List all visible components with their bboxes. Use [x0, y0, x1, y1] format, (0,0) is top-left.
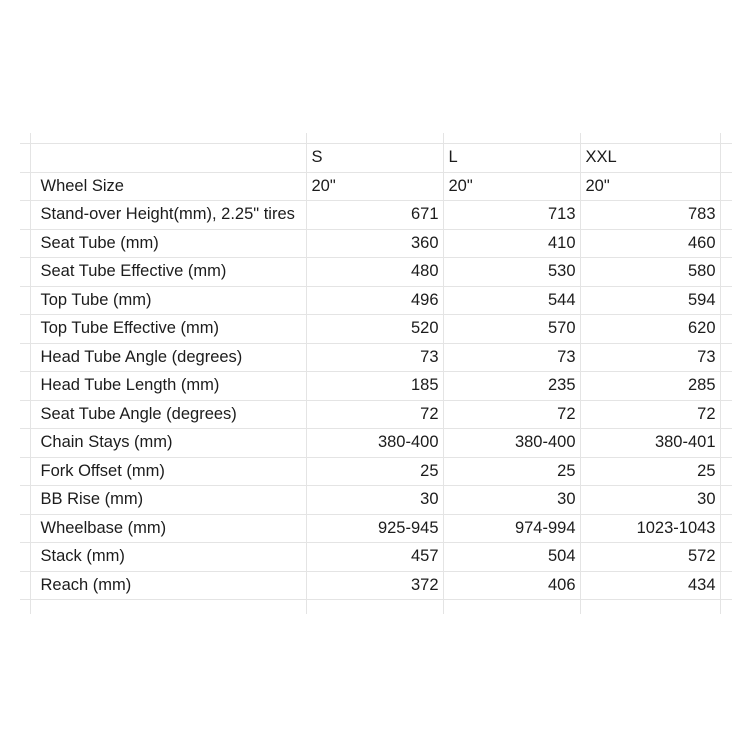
value-cell: 73 — [443, 343, 580, 372]
cell-blank — [720, 514, 732, 543]
cell-blank — [20, 571, 30, 600]
cell-blank — [720, 258, 732, 287]
cell-blank — [20, 600, 30, 615]
value-cell: 410 — [443, 229, 580, 258]
value-cell: 925-945 — [306, 514, 443, 543]
cell-blank — [720, 486, 732, 515]
table-row — [20, 258, 732, 287]
table-row — [20, 172, 732, 201]
value-cell: 1023-1043 — [580, 514, 720, 543]
value-cell: 30 — [306, 486, 443, 515]
row-label: Seat Tube Effective (mm) — [30, 258, 306, 287]
value-cell: 20" — [443, 172, 580, 201]
cell-blank — [20, 286, 30, 315]
cell-blank — [20, 172, 30, 201]
value-cell: 25 — [580, 457, 720, 486]
header-row — [20, 144, 732, 173]
cell-blank — [720, 144, 732, 173]
row-label: Stand-over Height(mm), 2.25" tires — [30, 201, 306, 230]
cell-blank — [20, 133, 30, 144]
table-row — [20, 229, 732, 258]
cell-blank — [20, 400, 30, 429]
value-cell: 380-400 — [306, 429, 443, 458]
row-label: Reach (mm) — [30, 571, 306, 600]
cell-blank — [720, 543, 732, 572]
value-cell: 434 — [580, 571, 720, 600]
row-label: Wheel Size — [30, 172, 306, 201]
cell-blank — [20, 457, 30, 486]
table-row — [20, 486, 732, 515]
value-cell: 713 — [443, 201, 580, 230]
row-label: Head Tube Length (mm) — [30, 372, 306, 401]
table-row — [20, 457, 732, 486]
table-row — [20, 571, 732, 600]
value-cell: 570 — [443, 315, 580, 344]
value-cell: 572 — [580, 543, 720, 572]
value-cell: 380-401 — [580, 429, 720, 458]
header-cell-size-xxl: XXL — [580, 144, 720, 173]
header-cell-size-s: S — [306, 144, 443, 173]
value-cell: 620 — [580, 315, 720, 344]
cell-blank — [720, 343, 732, 372]
value-cell: 185 — [306, 372, 443, 401]
cell-blank — [20, 486, 30, 515]
value-cell: 235 — [443, 372, 580, 401]
cell-blank — [720, 172, 732, 201]
cell-blank — [720, 429, 732, 458]
header-cell-corner — [30, 144, 306, 173]
table-row — [20, 201, 732, 230]
cell-blank — [20, 429, 30, 458]
row-label: Head Tube Angle (degrees) — [30, 343, 306, 372]
table-row — [20, 372, 732, 401]
value-cell: 544 — [443, 286, 580, 315]
row-label: Chain Stays (mm) — [30, 429, 306, 458]
value-cell: 285 — [580, 372, 720, 401]
value-cell: 496 — [306, 286, 443, 315]
value-cell: 530 — [443, 258, 580, 287]
cell-blank — [443, 133, 580, 144]
cell-blank — [720, 315, 732, 344]
value-cell: 73 — [580, 343, 720, 372]
table-row — [20, 343, 732, 372]
cell-blank — [720, 201, 732, 230]
value-cell: 72 — [443, 400, 580, 429]
value-cell: 974-994 — [443, 514, 580, 543]
cell-blank — [720, 400, 732, 429]
cell-blank — [580, 600, 720, 615]
cell-blank — [720, 229, 732, 258]
row-label: Top Tube (mm) — [30, 286, 306, 315]
value-cell: 520 — [306, 315, 443, 344]
value-cell: 460 — [580, 229, 720, 258]
table-row — [20, 286, 732, 315]
top-spacer-row — [20, 133, 732, 144]
cell-blank — [720, 372, 732, 401]
geometry-sheet — [20, 133, 732, 611]
row-label: BB Rise (mm) — [30, 486, 306, 515]
value-cell: 372 — [306, 571, 443, 600]
value-cell: 594 — [580, 286, 720, 315]
table-row — [20, 514, 732, 543]
value-cell: 480 — [306, 258, 443, 287]
cell-blank — [720, 600, 732, 615]
value-cell: 73 — [306, 343, 443, 372]
row-label: Seat Tube Angle (degrees) — [30, 400, 306, 429]
value-cell: 20" — [306, 172, 443, 201]
cell-blank — [306, 600, 443, 615]
cell-blank — [720, 571, 732, 600]
cell-blank — [720, 286, 732, 315]
cell-blank — [443, 600, 580, 615]
value-cell: 360 — [306, 229, 443, 258]
row-label: Seat Tube (mm) — [30, 229, 306, 258]
table-row — [20, 543, 732, 572]
value-cell: 25 — [443, 457, 580, 486]
cell-blank — [20, 372, 30, 401]
cell-blank — [306, 133, 443, 144]
value-cell: 457 — [306, 543, 443, 572]
value-cell: 406 — [443, 571, 580, 600]
cell-blank — [20, 543, 30, 572]
value-cell: 30 — [443, 486, 580, 515]
value-cell: 783 — [580, 201, 720, 230]
value-cell: 30 — [580, 486, 720, 515]
cell-blank — [580, 133, 720, 144]
value-cell: 72 — [580, 400, 720, 429]
value-cell: 380-400 — [443, 429, 580, 458]
cell-blank — [720, 133, 732, 144]
cell-blank — [20, 514, 30, 543]
value-cell: 580 — [580, 258, 720, 287]
value-cell: 25 — [306, 457, 443, 486]
cell-blank — [20, 315, 30, 344]
table-row — [20, 400, 732, 429]
value-cell: 671 — [306, 201, 443, 230]
geometry-table-body — [20, 133, 732, 614]
cell-blank — [20, 258, 30, 287]
cell-blank — [20, 229, 30, 258]
row-label: Fork Offset (mm) — [30, 457, 306, 486]
cell-blank — [20, 144, 30, 173]
table-row — [20, 315, 732, 344]
value-cell: 504 — [443, 543, 580, 572]
value-cell: 20" — [580, 172, 720, 201]
value-cell: 72 — [306, 400, 443, 429]
cell-blank — [720, 457, 732, 486]
bottom-spacer-row — [20, 600, 732, 615]
row-label: Stack (mm) — [30, 543, 306, 572]
cell-blank — [30, 133, 306, 144]
cell-blank — [20, 201, 30, 230]
row-label: Top Tube Effective (mm) — [30, 315, 306, 344]
geometry-table — [20, 133, 732, 614]
row-label: Wheelbase (mm) — [30, 514, 306, 543]
cell-blank — [20, 343, 30, 372]
header-cell-size-l: L — [443, 144, 580, 173]
cell-blank — [30, 600, 306, 615]
table-row — [20, 429, 732, 458]
